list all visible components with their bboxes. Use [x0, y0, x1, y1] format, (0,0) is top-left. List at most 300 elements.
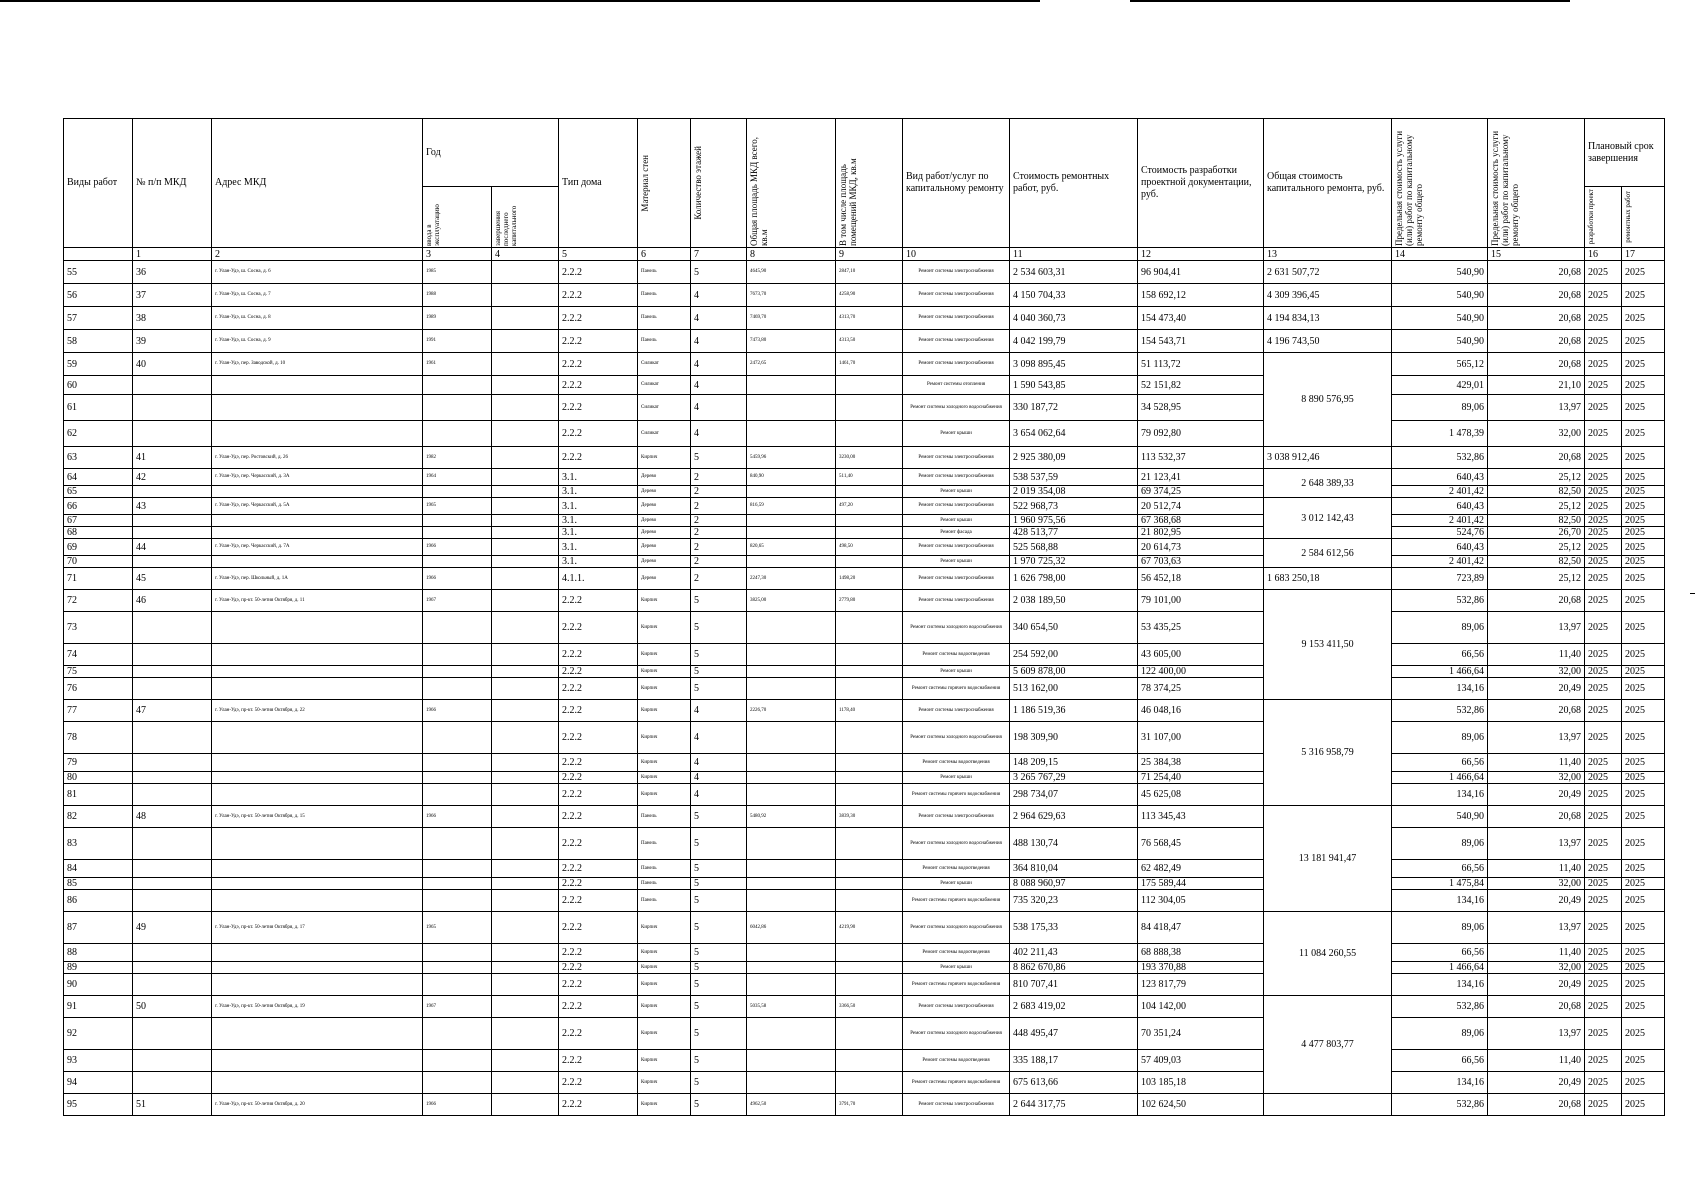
cell-repair-cost: 2 038 189,50: [1010, 590, 1138, 612]
cell-limit-cost-1: 89,06: [1392, 1018, 1488, 1050]
cell-repair-cost: 2 925 380,09: [1010, 447, 1138, 469]
cell-deadline-design: 2025: [1585, 1072, 1622, 1094]
cell-premises-area: 2847,10: [836, 261, 903, 284]
cell-house-type: 3.1.: [559, 539, 638, 556]
cell-deadline-repair: 2025: [1622, 962, 1665, 974]
cell-total-area: [747, 860, 836, 878]
table-row: [64, 878, 1665, 890]
cell-deadline-design: 2025: [1585, 590, 1622, 612]
cell-house-type: 2.2.2: [559, 261, 638, 284]
cell-deadline-repair: 2025: [1622, 678, 1665, 700]
cell-house-type: 2.2.2: [559, 353, 638, 376]
cell-address: г. Улан-Удэ, пер. Черкасский, д. 3А: [212, 469, 423, 486]
column-number-row: [64, 248, 1665, 261]
cell-design-cost: 45 625,08: [1138, 784, 1264, 806]
cell-design-cost: 158 692,12: [1138, 284, 1264, 307]
cell-mkd-number: [133, 974, 212, 996]
cell-year-last-repair: [492, 1072, 559, 1094]
cell-year-commission: 1985: [423, 261, 492, 284]
cell-premises-area: 4219,90: [836, 912, 903, 944]
cell-design-cost: 103 185,18: [1138, 1072, 1264, 1094]
cell-house-type: 2.2.2: [559, 284, 638, 307]
cell-limit-cost-1: 66,56: [1392, 754, 1488, 772]
cell-house-type: 2.2.2: [559, 754, 638, 772]
cell-limit-cost-1: 532,86: [1392, 1094, 1488, 1116]
cell-limit-cost-2: 13,97: [1488, 912, 1585, 944]
cell-year-last-repair: [492, 974, 559, 996]
cell-limit-cost-2: 11,40: [1488, 644, 1585, 666]
cell-wall-material: Кирпич: [638, 612, 691, 644]
cell-mkd-number: [133, 556, 212, 568]
cell-total-cost: 2 631 507,72: [1264, 261, 1392, 284]
cell-premises-area: [836, 1050, 903, 1072]
cell-total-area: 3825,00: [747, 590, 836, 612]
cell-deadline-design: 2025: [1585, 307, 1622, 330]
cell-address: [212, 944, 423, 962]
cell-year-commission: [423, 890, 492, 912]
cell-year-last-repair: [492, 515, 559, 527]
cell-year-commission: [423, 860, 492, 878]
cell-mkd-number: [133, 1050, 212, 1072]
cell-deadline-repair: 2025: [1622, 644, 1665, 666]
cell-deadline-repair: 2025: [1622, 666, 1665, 678]
cell-year-commission: [423, 644, 492, 666]
cell-year-last-repair: [492, 666, 559, 678]
cell-limit-cost-2: 25,12: [1488, 469, 1585, 486]
cell-deadline-repair: 2025: [1622, 353, 1665, 376]
cell-year-commission: [423, 376, 492, 395]
cell-deadline-repair: 2025: [1622, 828, 1665, 860]
cell-limit-cost-1: 540,90: [1392, 330, 1488, 353]
scan-top-border-left: [0, 0, 1040, 2]
cell-limit-cost-2: 26,70: [1488, 527, 1585, 539]
cell-floors: 2: [691, 527, 747, 539]
cell-row-number: 83: [64, 828, 133, 860]
cell-year-last-repair: [492, 612, 559, 644]
cell-row-number: 92: [64, 1018, 133, 1050]
cell-design-cost: 56 452,18: [1138, 568, 1264, 590]
cell-premises-area: 3791,70: [836, 1094, 903, 1116]
cell-total-area: [747, 890, 836, 912]
cell-year-last-repair: [492, 556, 559, 568]
subheader-deadline-design: разработки проект: [1585, 187, 1622, 248]
cell-repair-cost: 1 960 975,56: [1010, 515, 1138, 527]
cell-row-number: 76: [64, 678, 133, 700]
cell-mkd-number: [133, 1072, 212, 1094]
cell-deadline-design: 2025: [1585, 284, 1622, 307]
cell-address: [212, 678, 423, 700]
cell-design-cost: 43 605,00: [1138, 644, 1264, 666]
cell-premises-area: [836, 722, 903, 754]
cell-year-commission: 1961: [423, 353, 492, 376]
cell-limit-cost-2: 25,12: [1488, 498, 1585, 515]
cell-floors: 2: [691, 469, 747, 486]
cell-deadline-repair: 2025: [1622, 754, 1665, 772]
cell-wall-material: Дерево: [638, 539, 691, 556]
cell-year-commission: 1991: [423, 330, 492, 353]
table-row: [64, 772, 1665, 784]
cell-premises-area: 498,50: [836, 539, 903, 556]
cell-wall-material: Силикат: [638, 376, 691, 395]
cell-limit-cost-1: 1 466,64: [1392, 666, 1488, 678]
cell-premises-area: [836, 772, 903, 784]
cell-total-area: [747, 772, 836, 784]
cell-deadline-design: 2025: [1585, 556, 1622, 568]
table-row: [64, 1094, 1665, 1116]
cell-floors: 5: [691, 1018, 747, 1050]
cell-work-kind: Ремонт системы электроснабжения: [903, 469, 1010, 486]
cell-house-type: 4.1.1.: [559, 568, 638, 590]
cell-year-last-repair: [492, 860, 559, 878]
header-work-types: Виды работ: [64, 119, 133, 248]
cell-year-last-repair: [492, 498, 559, 515]
cell-limit-cost-2: 32,00: [1488, 666, 1585, 678]
cell-design-cost: 76 568,45: [1138, 828, 1264, 860]
header-limit-cost-1: Предельная стоимость услуги (или) работ по капитальному ремонту общего: [1392, 119, 1488, 248]
table-row: [64, 527, 1665, 539]
cell-repair-cost: 8 088 960,97: [1010, 878, 1138, 890]
cell-wall-material: Панель: [638, 330, 691, 353]
cell-year-last-repair: [492, 722, 559, 754]
cell-row-number: 74: [64, 644, 133, 666]
cell-year-commission: [423, 1050, 492, 1072]
cell-row-number: 69: [64, 539, 133, 556]
cell-mkd-number: 49: [133, 912, 212, 944]
cell-premises-area: [836, 828, 903, 860]
cell-limit-cost-2: 11,40: [1488, 944, 1585, 962]
cell-row-number: 89: [64, 962, 133, 974]
cell-repair-cost: 3 265 767,29: [1010, 772, 1138, 784]
cell-year-commission: [423, 754, 492, 772]
cell-year-commission: 1967: [423, 590, 492, 612]
cell-address: [212, 962, 423, 974]
cell-design-cost: 84 418,47: [1138, 912, 1264, 944]
cell-house-type: 2.2.2: [559, 590, 638, 612]
table-body: [64, 261, 1665, 1116]
cell-floors: 5: [691, 1072, 747, 1094]
cell-year-commission: 1988: [423, 284, 492, 307]
cell-deadline-repair: 2025: [1622, 568, 1665, 590]
cell-limit-cost-2: 20,49: [1488, 678, 1585, 700]
cell-limit-cost-2: 20,68: [1488, 353, 1585, 376]
cell-year-last-repair: [492, 395, 559, 421]
cell-mkd-number: 36: [133, 261, 212, 284]
cell-total-area: 7673,70: [747, 284, 836, 307]
cell-year-commission: [423, 878, 492, 890]
cell-year-last-repair: [492, 447, 559, 469]
cell-address: [212, 515, 423, 527]
cell-floors: 4: [691, 376, 747, 395]
cell-work-kind: Ремонт крыши: [903, 421, 1010, 447]
cell-row-number: 90: [64, 974, 133, 996]
table-row: [64, 261, 1665, 284]
cell-floors: 4: [691, 784, 747, 806]
cell-row-number: 68: [64, 527, 133, 539]
cell-wall-material: Кирпич: [638, 962, 691, 974]
cell-year-last-repair: [492, 912, 559, 944]
cell-row-number: 75: [64, 666, 133, 678]
cell-total-area: [747, 722, 836, 754]
cell-year-commission: 1967: [423, 996, 492, 1018]
cell-mkd-number: [133, 612, 212, 644]
cell-row-number: 79: [64, 754, 133, 772]
cell-year-last-repair: [492, 1050, 559, 1072]
cell-work-kind: Ремонт системы холодного водоснабжения: [903, 395, 1010, 421]
cell-total-cost: 4 194 834,13: [1264, 307, 1392, 330]
cell-work-kind: Ремонт системы электроснабжения: [903, 568, 1010, 590]
cell-total-area: [747, 944, 836, 962]
cell-year-last-repair: [492, 644, 559, 666]
cell-premises-area: 3366,50: [836, 996, 903, 1018]
cell-deadline-repair: 2025: [1622, 469, 1665, 486]
cell-premises-area: [836, 678, 903, 700]
cell-year-last-repair: [492, 678, 559, 700]
cell-year-commission: [423, 1018, 492, 1050]
cell-design-cost: 175 589,44: [1138, 878, 1264, 890]
cell-mkd-number: [133, 666, 212, 678]
cell-address: [212, 395, 423, 421]
cell-address: [212, 772, 423, 784]
cell-limit-cost-2: 20,49: [1488, 784, 1585, 806]
cell-deadline-repair: 2025: [1622, 996, 1665, 1018]
cell-house-type: 2.2.2: [559, 878, 638, 890]
cell-work-kind: Ремонт крыши: [903, 556, 1010, 568]
cell-total-area: [747, 527, 836, 539]
cell-address: г. Улан-Удэ, ш. Сосна, д. 8: [212, 307, 423, 330]
cell-repair-cost: 428 513,77: [1010, 527, 1138, 539]
cell-repair-cost: 2 644 317,75: [1010, 1094, 1138, 1116]
cell-total-cost: 9 153 411,50: [1264, 590, 1392, 700]
header-house-type: Тип дома: [559, 119, 638, 248]
cell-year-commission: [423, 486, 492, 498]
cell-house-type: 2.2.2: [559, 1094, 638, 1116]
cell-address: [212, 527, 423, 539]
cell-total-area: [747, 962, 836, 974]
cell-deadline-repair: 2025: [1622, 1094, 1665, 1116]
cell-premises-area: [836, 944, 903, 962]
cell-row-number: 57: [64, 307, 133, 330]
cell-limit-cost-2: 20,68: [1488, 307, 1585, 330]
cell-limit-cost-2: 13,97: [1488, 828, 1585, 860]
cell-deadline-design: 2025: [1585, 612, 1622, 644]
cell-year-last-repair: [492, 590, 559, 612]
cell-year-last-repair: [492, 469, 559, 486]
cell-limit-cost-2: 20,68: [1488, 330, 1585, 353]
cell-wall-material: Панель: [638, 878, 691, 890]
cell-deadline-design: 2025: [1585, 539, 1622, 556]
cell-deadline-repair: 2025: [1622, 890, 1665, 912]
cell-total-area: [747, 666, 836, 678]
cell-mkd-number: 39: [133, 330, 212, 353]
cell-total-area: 840,90: [747, 469, 836, 486]
cell-repair-cost: 513 162,00: [1010, 678, 1138, 700]
column-number: 4: [492, 248, 559, 261]
cell-total-cost: 2 584 612,56: [1264, 539, 1392, 568]
cell-year-last-repair: [492, 307, 559, 330]
cell-mkd-number: [133, 421, 212, 447]
cell-repair-cost: 525 568,88: [1010, 539, 1138, 556]
scan-top-border-right: [1130, 0, 1570, 2]
cell-year-last-repair: [492, 700, 559, 722]
cell-limit-cost-1: 134,16: [1392, 890, 1488, 912]
cell-year-commission: 1966: [423, 568, 492, 590]
cell-total-area: [747, 376, 836, 395]
column-number: 17: [1622, 248, 1665, 261]
cell-address: [212, 1072, 423, 1094]
table-row: [64, 974, 1665, 996]
cell-total-area: [747, 486, 836, 498]
cell-address: г. Улан-Удэ, пер. Школьный, д. 1А: [212, 568, 423, 590]
column-number: 5: [559, 248, 638, 261]
cell-wall-material: Кирпич: [638, 996, 691, 1018]
cell-design-cost: 104 142,00: [1138, 996, 1264, 1018]
cell-total-area: 2472,65: [747, 353, 836, 376]
cell-floors: 5: [691, 996, 747, 1018]
cell-design-cost: 96 904,41: [1138, 261, 1264, 284]
cell-total-area: [747, 421, 836, 447]
cell-work-kind: Ремонт системы электроснабжения: [903, 539, 1010, 556]
cell-year-commission: [423, 1072, 492, 1094]
table-row: [64, 722, 1665, 754]
cell-premises-area: 4258,90: [836, 284, 903, 307]
cell-house-type: 2.2.2: [559, 1050, 638, 1072]
cell-repair-cost: 4 042 199,79: [1010, 330, 1138, 353]
cell-floors: 4: [691, 395, 747, 421]
cell-premises-area: 4313,70: [836, 307, 903, 330]
table-row: [64, 395, 1665, 421]
cell-total-area: 4645,90: [747, 261, 836, 284]
cell-year-last-repair: [492, 568, 559, 590]
cell-wall-material: Дерево: [638, 515, 691, 527]
cell-house-type: 3.1.: [559, 498, 638, 515]
cell-limit-cost-1: 524,76: [1392, 527, 1488, 539]
cell-limit-cost-1: 66,56: [1392, 1050, 1488, 1072]
cell-floors: 4: [691, 330, 747, 353]
cell-floors: 4: [691, 754, 747, 772]
cell-repair-cost: 2 019 354,08: [1010, 486, 1138, 498]
cell-limit-cost-1: 134,16: [1392, 784, 1488, 806]
cell-work-kind: Ремонт системы электроснабжения: [903, 330, 1010, 353]
column-number: 10: [903, 248, 1010, 261]
cell-work-kind: Ремонт системы горячего водоснабжения: [903, 1072, 1010, 1094]
cell-mkd-number: [133, 962, 212, 974]
cell-limit-cost-1: 532,86: [1392, 447, 1488, 469]
cell-design-cost: 154 473,40: [1138, 307, 1264, 330]
cell-limit-cost-1: 1 478,39: [1392, 421, 1488, 447]
cell-address: г. Улан-Удэ, пер. Черкасский, д. 5А: [212, 498, 423, 515]
cell-design-cost: 20 614,73: [1138, 539, 1264, 556]
cell-limit-cost-1: 2 401,42: [1392, 486, 1488, 498]
cell-total-area: [747, 1072, 836, 1094]
cell-row-number: 81: [64, 784, 133, 806]
cell-deadline-design: 2025: [1585, 1094, 1622, 1116]
cell-row-number: 60: [64, 376, 133, 395]
cell-mkd-number: [133, 678, 212, 700]
cell-mkd-number: 48: [133, 806, 212, 828]
cell-address: [212, 860, 423, 878]
cell-total-area: [747, 754, 836, 772]
cell-house-type: 2.2.2: [559, 376, 638, 395]
cell-house-type: 2.2.2: [559, 722, 638, 754]
cell-mkd-number: 37: [133, 284, 212, 307]
cell-limit-cost-2: 20,68: [1488, 700, 1585, 722]
cell-floors: 5: [691, 974, 747, 996]
cell-mkd-number: 51: [133, 1094, 212, 1116]
cell-deadline-design: 2025: [1585, 469, 1622, 486]
cell-house-type: 2.2.2: [559, 828, 638, 860]
cell-limit-cost-2: 25,12: [1488, 539, 1585, 556]
cell-floors: 5: [691, 890, 747, 912]
cell-floors: 5: [691, 678, 747, 700]
cell-address: [212, 974, 423, 996]
cell-wall-material: Панель: [638, 890, 691, 912]
column-number: 11: [1010, 248, 1138, 261]
cell-design-cost: 51 113,72: [1138, 353, 1264, 376]
cell-address: г. Улан-Удэ, пр-кт. 50-летия Октября, д. 15: [212, 806, 423, 828]
cell-deadline-design: 2025: [1585, 722, 1622, 754]
table-row: [64, 644, 1665, 666]
cell-house-type: 3.1.: [559, 527, 638, 539]
cell-house-type: 2.2.2: [559, 974, 638, 996]
table-row: [64, 806, 1665, 828]
cell-limit-cost-2: 20,68: [1488, 284, 1585, 307]
cell-premises-area: [836, 556, 903, 568]
cell-total-area: [747, 828, 836, 860]
cell-deadline-repair: 2025: [1622, 722, 1665, 754]
cell-house-type: 2.2.2: [559, 700, 638, 722]
cell-deadline-design: 2025: [1585, 890, 1622, 912]
cell-floors: 4: [691, 722, 747, 754]
cell-deadline-design: 2025: [1585, 395, 1622, 421]
cell-total-area: [747, 515, 836, 527]
cell-deadline-repair: 2025: [1622, 944, 1665, 962]
cell-row-number: 73: [64, 612, 133, 644]
table-row: [64, 962, 1665, 974]
cell-mkd-number: [133, 515, 212, 527]
cell-deadline-design: 2025: [1585, 974, 1622, 996]
cell-total-cost: 1 683 250,18: [1264, 568, 1392, 590]
table-row: [64, 498, 1665, 515]
cell-limit-cost-1: 89,06: [1392, 612, 1488, 644]
cell-row-number: 78: [64, 722, 133, 754]
cell-work-kind: Ремонт крыши: [903, 772, 1010, 784]
cell-total-cost: 8 890 576,95: [1264, 353, 1392, 447]
header-floors: Количество этажей: [691, 119, 747, 248]
cell-deadline-design: 2025: [1585, 878, 1622, 890]
cell-year-commission: [423, 515, 492, 527]
cell-premises-area: [836, 666, 903, 678]
cell-repair-cost: 522 968,73: [1010, 498, 1138, 515]
cell-design-cost: 112 304,05: [1138, 890, 1264, 912]
column-number: 16: [1585, 248, 1622, 261]
column-number: 9: [836, 248, 903, 261]
cell-mkd-number: 41: [133, 447, 212, 469]
cell-limit-cost-1: 565,12: [1392, 353, 1488, 376]
header-design-cost: Стоимость разработки проектной документации, руб.: [1138, 119, 1264, 248]
cell-floors: 4: [691, 772, 747, 784]
cell-deadline-repair: 2025: [1622, 612, 1665, 644]
cell-premises-area: 1178,40: [836, 700, 903, 722]
cell-wall-material: Дерево: [638, 556, 691, 568]
cell-row-number: 82: [64, 806, 133, 828]
cell-house-type: 3.1.: [559, 469, 638, 486]
cell-year-last-repair: [492, 754, 559, 772]
cell-house-type: 2.2.2: [559, 1018, 638, 1050]
cell-limit-cost-1: 540,90: [1392, 284, 1488, 307]
cell-year-last-repair: [492, 962, 559, 974]
cell-work-kind: Ремонт системы электроснабжения: [903, 498, 1010, 515]
cell-limit-cost-1: 532,86: [1392, 700, 1488, 722]
